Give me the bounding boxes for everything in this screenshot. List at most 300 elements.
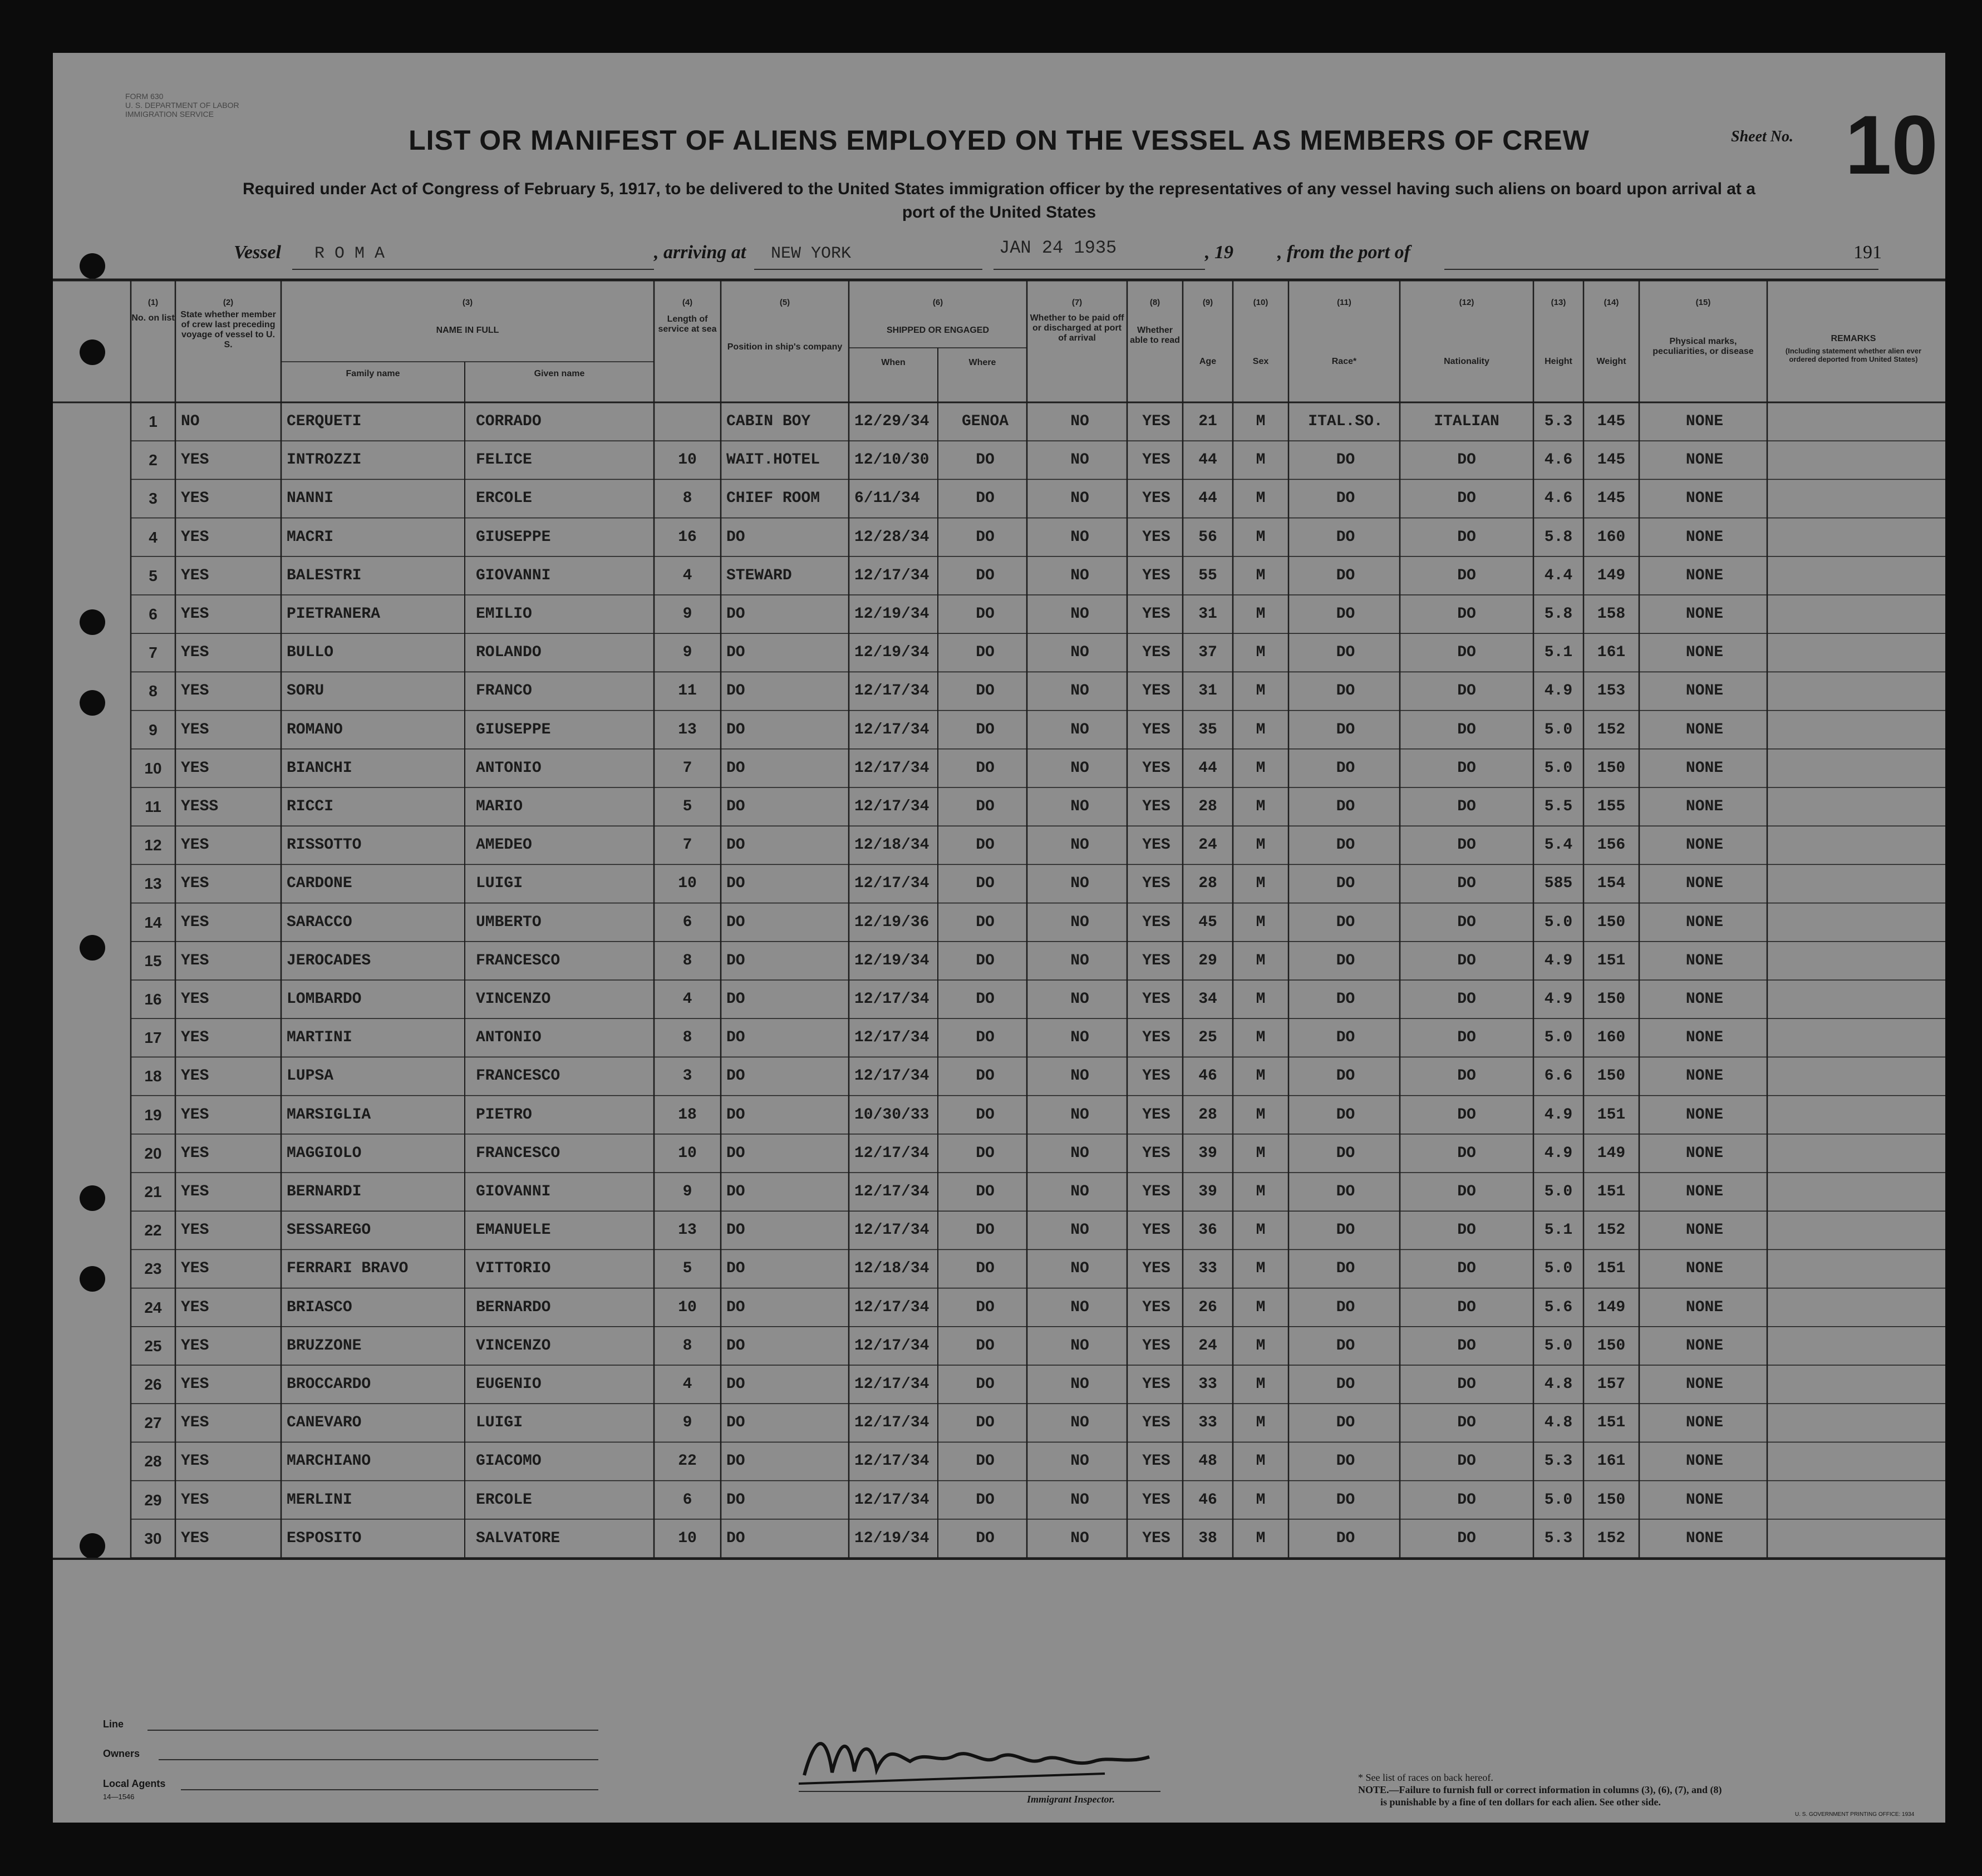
age-cell: 33	[1198, 1414, 1217, 1432]
given-name-cell: VINCENZO	[476, 991, 551, 1008]
given-name-header: Given name	[534, 369, 585, 378]
row-number-cell: 10	[144, 759, 162, 777]
race-cell: DO	[1336, 682, 1355, 700]
physical-marks-cell: NONE	[1685, 1529, 1724, 1547]
nationality-cell: DO	[1457, 759, 1476, 777]
paid-off-cell: NO	[1070, 1029, 1089, 1047]
from-port-label: , from the port of	[1277, 242, 1410, 263]
previous-voyage-cell: YES	[181, 1260, 209, 1278]
age-cell: 37	[1198, 644, 1217, 662]
paid-off-cell: NO	[1070, 1529, 1089, 1547]
weight-cell: 161	[1597, 1452, 1626, 1470]
paid-off-cell: NO	[1070, 1144, 1089, 1162]
race-cell: DO	[1336, 1144, 1355, 1162]
sex-cell: M	[1256, 1491, 1266, 1509]
race-cell: DO	[1336, 836, 1355, 854]
length-of-service-cell: 22	[678, 1452, 697, 1470]
weight-cell: 145	[1597, 490, 1626, 508]
agents-underline	[181, 1789, 598, 1790]
row-number-cell: 9	[149, 721, 158, 738]
race-cell: DO	[1336, 1183, 1355, 1200]
weight-cell: 150	[1597, 1491, 1626, 1509]
shipped-where-cell: DO	[976, 836, 995, 854]
able-to-read-cell: YES	[1142, 836, 1170, 854]
position-cell: STEWARD	[726, 567, 792, 584]
family-name-cell: MARTINI	[287, 1029, 352, 1047]
col12-header: Nationality	[1444, 357, 1489, 366]
race-cell: DO	[1336, 1298, 1355, 1316]
shipped-where-cell: DO	[976, 1029, 995, 1047]
family-name-cell: LUPSA	[287, 1067, 334, 1085]
previous-voyage-cell: YES	[181, 759, 209, 777]
given-name-cell: SALVATORE	[476, 1529, 560, 1547]
weight-cell: 158	[1597, 605, 1626, 623]
paid-off-cell: NO	[1070, 413, 1089, 430]
row-number-cell: 6	[149, 605, 158, 623]
family-name-cell: BROCCARDO	[287, 1376, 371, 1393]
shipped-where-cell: DO	[976, 1298, 995, 1316]
age-cell: 55	[1198, 567, 1217, 584]
previous-voyage-cell: YES	[181, 952, 209, 969]
weight-cell: 145	[1597, 451, 1626, 469]
sex-cell: M	[1256, 413, 1266, 430]
shipped-where-cell: DO	[976, 759, 995, 777]
age-cell: 35	[1198, 721, 1217, 738]
position-cell: DO	[726, 1414, 745, 1432]
paid-off-cell: NO	[1070, 952, 1089, 969]
physical-marks-cell: NONE	[1685, 1298, 1724, 1316]
able-to-read-cell: YES	[1142, 1529, 1170, 1547]
paid-off-cell: NO	[1070, 1376, 1089, 1393]
row-number-cell: 17	[144, 1029, 162, 1047]
col2-header: State whether member of crew last preceding voyage of vessel to U. S.	[180, 310, 276, 349]
length-of-service-cell: 10	[678, 1529, 697, 1547]
given-name-cell: VINCENZO	[476, 1337, 551, 1355]
line-label: Line	[103, 1719, 124, 1730]
race-cell: DO	[1336, 952, 1355, 969]
shipped-where-cell: DO	[976, 721, 995, 738]
race-cell: DO	[1336, 991, 1355, 1008]
age-cell: 25	[1198, 1029, 1217, 1047]
year-label: , 19	[1205, 242, 1233, 263]
physical-marks-cell: NONE	[1685, 413, 1724, 430]
family-name-cell: JEROCADES	[287, 952, 371, 969]
given-name-cell: AMEDEO	[476, 836, 532, 854]
weight-cell: 150	[1597, 1337, 1626, 1355]
shipped-where-header: Where	[968, 358, 996, 367]
remarks-header: REMARKS	[1831, 334, 1876, 343]
sex-cell: M	[1256, 528, 1266, 546]
position-cell: DO	[726, 644, 745, 662]
sex-cell: M	[1256, 644, 1266, 662]
age-cell: 34	[1198, 991, 1217, 1008]
col12-number: (12)	[1459, 298, 1474, 307]
arrival-date-stamp: JAN 24 1935	[999, 238, 1117, 258]
row-number-cell: 1	[149, 413, 158, 430]
weight-cell: 150	[1597, 759, 1626, 777]
height-cell: 4.4	[1544, 567, 1573, 584]
able-to-read-cell: YES	[1142, 798, 1170, 815]
length-of-service-cell: 7	[682, 836, 692, 854]
nationality-cell: DO	[1457, 721, 1476, 738]
shipped-when-cell: 12/17/34	[854, 1452, 929, 1470]
shipped-when-cell: 12/17/34	[854, 1029, 929, 1047]
position-cell: DO	[726, 1529, 745, 1547]
race-cell: DO	[1336, 528, 1355, 546]
shipped-where-cell: DO	[976, 528, 995, 546]
given-name-cell: EMANUELE	[476, 1222, 551, 1239]
weight-cell: 145	[1597, 413, 1626, 430]
length-of-service-cell: 4	[682, 567, 692, 584]
previous-voyage-cell: YES	[181, 1414, 209, 1432]
nationality-cell: DO	[1457, 1183, 1476, 1200]
race-cell: DO	[1336, 451, 1355, 469]
physical-marks-cell: NONE	[1685, 451, 1724, 469]
position-cell: DO	[726, 1222, 745, 1239]
nationality-cell: DO	[1457, 1222, 1476, 1239]
age-cell: 39	[1198, 1144, 1217, 1162]
height-cell: 4.9	[1544, 682, 1573, 700]
paid-off-cell: NO	[1070, 451, 1089, 469]
previous-voyage-cell: YES	[181, 451, 209, 469]
service-name: IMMIGRATION SERVICE	[125, 110, 214, 119]
physical-marks-cell: NONE	[1685, 567, 1724, 584]
given-name-cell: FELICE	[476, 451, 532, 469]
family-name-cell: MAGGIOLO	[287, 1144, 362, 1162]
shipped-when-cell: 12/19/34	[854, 1529, 929, 1547]
able-to-read-cell: YES	[1142, 1029, 1170, 1047]
age-cell: 44	[1198, 759, 1217, 777]
row-number-cell: 25	[144, 1337, 162, 1355]
given-name-cell: FRANCESCO	[476, 1144, 560, 1162]
row-number-cell: 12	[144, 836, 162, 854]
shipped-where-cell: DO	[976, 1067, 995, 1085]
given-name-cell: VITTORIO	[476, 1260, 551, 1278]
able-to-read-cell: YES	[1142, 644, 1170, 662]
inspector-underline	[799, 1791, 1160, 1792]
length-of-service-cell: 9	[682, 605, 692, 623]
family-name-cell: ESPOSITO	[287, 1529, 362, 1547]
given-name-cell: EMILIO	[476, 605, 532, 623]
row-number-cell: 3	[149, 490, 158, 508]
previous-voyage-cell: YES	[181, 682, 209, 700]
physical-marks-cell: NONE	[1685, 682, 1724, 700]
nationality-cell: DO	[1457, 798, 1476, 815]
position-cell: DO	[726, 913, 745, 931]
physical-marks-cell: NONE	[1685, 1144, 1724, 1162]
shipped-when-cell: 10/30/33	[854, 1106, 929, 1124]
previous-voyage-cell: YES	[181, 1376, 209, 1393]
nationality-cell: ITALIAN	[1434, 413, 1499, 430]
age-cell: 46	[1198, 1491, 1217, 1509]
col6-number: (6)	[932, 298, 943, 307]
previous-voyage-cell: YES	[181, 913, 209, 931]
position-cell: DO	[726, 759, 745, 777]
paid-off-cell: NO	[1070, 875, 1089, 893]
position-cell: DO	[726, 952, 745, 969]
able-to-read-cell: YES	[1142, 913, 1170, 931]
col3-number: (3)	[462, 298, 473, 307]
nationality-cell: DO	[1457, 1106, 1476, 1124]
position-cell: WAIT.HOTEL	[726, 451, 820, 469]
shipped-where-cell: GENOA	[961, 413, 1009, 430]
sex-cell: M	[1256, 836, 1266, 854]
height-cell: 5.0	[1544, 1337, 1573, 1355]
shipped-when-cell: 6/11/34	[854, 490, 920, 508]
owners-underline	[159, 1759, 598, 1760]
shipped-when-cell: 12/17/34	[854, 721, 929, 738]
paid-off-cell: NO	[1070, 991, 1089, 1008]
able-to-read-cell: YES	[1142, 528, 1170, 546]
paid-off-cell: NO	[1070, 567, 1089, 584]
paid-off-cell: NO	[1070, 836, 1089, 854]
sex-cell: M	[1256, 1376, 1266, 1393]
given-name-cell: ERCOLE	[476, 1491, 532, 1509]
weight-cell: 149	[1597, 1298, 1626, 1316]
height-cell: 4.8	[1544, 1376, 1573, 1393]
position-cell: DO	[726, 528, 745, 546]
family-name-cell: CERQUETI	[287, 413, 362, 430]
able-to-read-cell: YES	[1142, 567, 1170, 584]
position-cell: DO	[726, 1337, 745, 1355]
sex-cell: M	[1256, 1337, 1266, 1355]
height-cell: 5.8	[1544, 605, 1573, 623]
nationality-cell: DO	[1457, 1529, 1476, 1547]
sex-cell: M	[1256, 451, 1266, 469]
paid-off-cell: NO	[1070, 644, 1089, 662]
given-name-cell: FRANCESCO	[476, 1067, 560, 1085]
given-name-cell: ANTONIO	[476, 759, 542, 777]
previous-voyage-cell: NO	[181, 413, 200, 430]
nationality-cell: DO	[1457, 1067, 1476, 1085]
sex-cell: M	[1256, 1222, 1266, 1239]
height-cell: 4.6	[1544, 451, 1573, 469]
failure-note-continued: is punishable by a fine of ten dollars for each alien. See other side.	[1380, 1796, 1661, 1808]
subtitle-line-2: port of the United States	[902, 203, 1096, 221]
race-cell: DO	[1336, 1529, 1355, 1547]
race-cell: DO	[1336, 605, 1355, 623]
able-to-read-cell: YES	[1142, 451, 1170, 469]
nationality-cell: DO	[1457, 1260, 1476, 1278]
paid-off-cell: NO	[1070, 490, 1089, 508]
col5-header: Position in ship's company	[727, 342, 843, 352]
row-number-cell: 19	[144, 1106, 162, 1124]
physical-marks-cell: NONE	[1685, 1067, 1724, 1085]
physical-marks-cell: NONE	[1685, 759, 1724, 777]
able-to-read-cell: YES	[1142, 413, 1170, 430]
row-number-cell: 20	[144, 1144, 162, 1162]
position-cell: DO	[726, 1106, 745, 1124]
physical-marks-cell: NONE	[1685, 1183, 1724, 1200]
nationality-cell: DO	[1457, 528, 1476, 546]
row-number-cell: 28	[144, 1452, 162, 1470]
shipped-where-cell: DO	[976, 451, 995, 469]
nationality-cell: DO	[1457, 605, 1476, 623]
row-number-cell: 4	[149, 528, 158, 546]
col6-header: SHIPPED OR ENGAGED	[886, 326, 990, 335]
col1-header: No. on list	[131, 313, 175, 323]
shipped-when-cell: 12/29/34	[854, 413, 929, 430]
age-cell: 44	[1198, 490, 1217, 508]
col1-number: (1)	[147, 298, 159, 307]
height-cell: 5.0	[1544, 1491, 1573, 1509]
vessel-label: Vessel	[234, 242, 281, 263]
col5-number: (5)	[779, 298, 790, 307]
position-cell: CABIN BOY	[726, 413, 811, 430]
given-name-cell: ROLANDO	[476, 644, 542, 662]
age-cell: 31	[1198, 605, 1217, 623]
previous-voyage-cell: YES	[181, 1029, 209, 1047]
physical-marks-cell: NONE	[1685, 644, 1724, 662]
sex-cell: M	[1256, 1298, 1266, 1316]
race-cell: DO	[1336, 1491, 1355, 1509]
shipped-when-cell: 12/18/34	[854, 836, 929, 854]
shipped-when-cell: 12/17/34	[854, 991, 929, 1008]
family-name-cell: SARACCO	[287, 913, 352, 931]
given-name-cell: FRANCESCO	[476, 952, 560, 969]
shipped-where-cell: DO	[976, 913, 995, 931]
family-name-cell: MACRI	[287, 528, 334, 546]
position-cell: DO	[726, 798, 745, 815]
paid-off-cell: NO	[1070, 1222, 1089, 1239]
race-cell: ITAL.SO.	[1308, 413, 1383, 430]
sex-cell: M	[1256, 1067, 1266, 1085]
col9-header: Age	[1199, 357, 1217, 366]
length-of-service-cell: 16	[678, 528, 697, 546]
sex-cell: M	[1256, 1144, 1266, 1162]
able-to-read-cell: YES	[1142, 1337, 1170, 1355]
physical-marks-cell: NONE	[1685, 1414, 1724, 1432]
family-name-cell: RISSOTTO	[287, 836, 362, 854]
physical-marks-cell: NONE	[1685, 875, 1724, 893]
paid-off-cell: NO	[1070, 721, 1089, 738]
physical-marks-cell: NONE	[1685, 991, 1724, 1008]
shipped-where-cell: DO	[976, 605, 995, 623]
able-to-read-cell: YES	[1142, 490, 1170, 508]
local-agents-label: Local Agents	[103, 1778, 166, 1789]
age-cell: 31	[1198, 682, 1217, 700]
weight-cell: 160	[1597, 1029, 1626, 1047]
col4-header: Length of service at sea	[658, 314, 717, 334]
given-name-cell: GIACOMO	[476, 1452, 542, 1470]
age-cell: 48	[1198, 1452, 1217, 1470]
nationality-cell: DO	[1457, 1298, 1476, 1316]
form-code: 14—1546	[103, 1793, 135, 1801]
age-cell: 45	[1198, 913, 1217, 931]
shipped-when-cell: 12/17/34	[854, 1298, 929, 1316]
weight-cell: 152	[1597, 721, 1626, 738]
col3-header: NAME IN FULL	[436, 326, 499, 335]
row-number-cell: 22	[144, 1222, 162, 1239]
shipped-when-cell: 12/17/34	[854, 567, 929, 584]
shipped-when-cell: 12/17/34	[854, 798, 929, 815]
sex-cell: M	[1256, 1414, 1266, 1432]
col15-header: Physical marks, peculiarities, or disease	[1653, 337, 1754, 356]
age-cell: 36	[1198, 1222, 1217, 1239]
height-cell: 585	[1544, 875, 1573, 893]
previous-voyage-cell: YES	[181, 1337, 209, 1355]
given-name-cell: BERNARDO	[476, 1298, 551, 1316]
physical-marks-cell: NONE	[1685, 1376, 1724, 1393]
length-of-service-cell: 11	[678, 682, 697, 700]
height-cell: 5.3	[1544, 1452, 1573, 1470]
given-name-cell: GIUSEPPE	[476, 721, 551, 738]
height-cell: 5.5	[1544, 798, 1573, 815]
manifest-table-grid	[53, 53, 1945, 1823]
family-name-cell: LOMBARDO	[287, 991, 362, 1008]
shipped-where-cell: DO	[976, 1106, 995, 1124]
failure-note: NOTE.—Failure to furnish full or correct information in columns (3), (6), (7), and (8)	[1358, 1784, 1722, 1795]
height-cell: 6.6	[1544, 1067, 1573, 1085]
able-to-read-cell: YES	[1142, 952, 1170, 969]
paid-off-cell: NO	[1070, 1452, 1089, 1470]
height-cell: 5.0	[1544, 721, 1573, 738]
sex-cell: M	[1256, 605, 1266, 623]
shipped-when-header: When	[881, 358, 906, 367]
position-cell: DO	[726, 1183, 745, 1200]
length-of-service-cell: 9	[682, 644, 692, 662]
length-of-service-cell: 4	[682, 1376, 692, 1393]
paid-off-cell: NO	[1070, 1337, 1089, 1355]
age-cell: 56	[1198, 528, 1217, 546]
position-cell: DO	[726, 682, 745, 700]
given-name-cell: GIOVANNI	[476, 567, 551, 584]
family-name-cell: BRIASCO	[287, 1298, 352, 1316]
nationality-cell: DO	[1457, 1029, 1476, 1047]
shipped-when-cell: 12/19/34	[854, 605, 929, 623]
physical-marks-cell: NONE	[1685, 490, 1724, 508]
weight-cell: 161	[1597, 644, 1626, 662]
sheet-number-label: Sheet No.	[1731, 128, 1793, 145]
physical-marks-cell: NONE	[1685, 1452, 1724, 1470]
shipped-where-cell: DO	[976, 1144, 995, 1162]
given-name-cell: MARIO	[476, 798, 523, 815]
physical-marks-cell: NONE	[1685, 528, 1724, 546]
previous-voyage-cell: YES	[181, 991, 209, 1008]
weight-cell: 150	[1597, 1067, 1626, 1085]
family-name-cell: CANEVARO	[287, 1414, 362, 1432]
age-cell: 28	[1198, 875, 1217, 893]
subtitle-line-1: Required under Act of Congress of February 5, 1917, to be delivered to the United States immigration officer by the representatives of any vessel having such aliens on board upon arrival at a	[243, 180, 1755, 198]
length-of-service-cell: 9	[682, 1414, 692, 1432]
year-suffix: 191	[1853, 242, 1882, 263]
weight-cell: 153	[1597, 682, 1626, 700]
height-cell: 4.9	[1544, 991, 1573, 1008]
able-to-read-cell: YES	[1142, 1106, 1170, 1124]
col14-header: Weight	[1596, 357, 1626, 366]
shipped-when-cell: 12/17/34	[854, 682, 929, 700]
length-of-service-cell: 8	[682, 952, 692, 969]
race-cell: DO	[1336, 644, 1355, 662]
able-to-read-cell: YES	[1142, 1298, 1170, 1316]
family-name-cell: SESSAREGO	[287, 1222, 371, 1239]
previous-voyage-cell: YES	[181, 528, 209, 546]
given-name-cell: LUIGI	[476, 1414, 523, 1432]
previous-voyage-cell: YES	[181, 1298, 209, 1316]
nationality-cell: DO	[1457, 567, 1476, 584]
position-cell: CHIEF ROOM	[726, 490, 820, 508]
shipped-when-cell: 12/19/34	[854, 644, 929, 662]
length-of-service-cell: 8	[682, 1337, 692, 1355]
physical-marks-cell: NONE	[1685, 721, 1724, 738]
paid-off-cell: NO	[1070, 798, 1089, 815]
position-cell: DO	[726, 1067, 745, 1085]
line-underline	[147, 1730, 598, 1731]
shipped-where-cell: DO	[976, 1376, 995, 1393]
col11-number: (11)	[1337, 298, 1351, 307]
nationality-cell: DO	[1457, 991, 1476, 1008]
given-name-cell: EUGENIO	[476, 1376, 542, 1393]
